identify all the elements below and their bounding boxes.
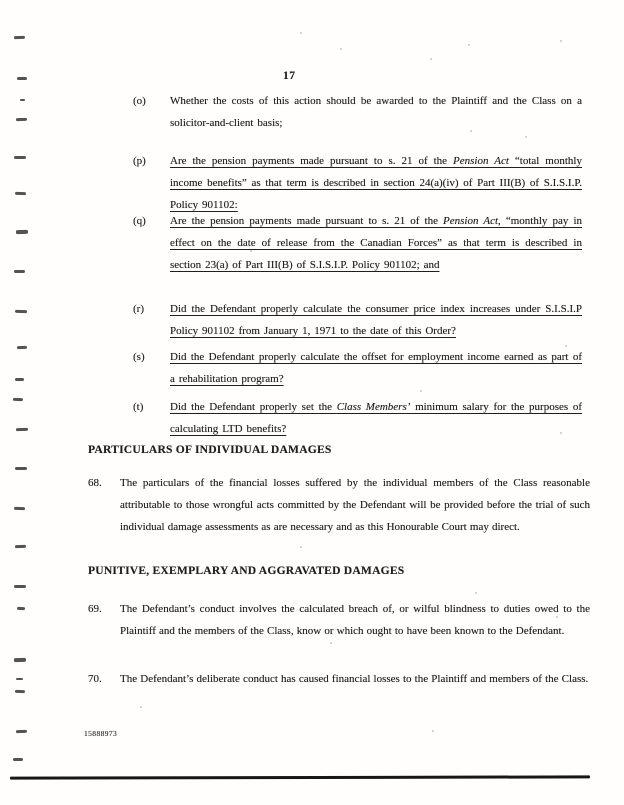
- scan-artifact-mark: [14, 270, 25, 273]
- scan-speckle: [330, 642, 332, 644]
- scan-speckle: [560, 40, 562, 42]
- section-heading-particulars-of-individual-damages: PARTICULARS OF INDIVIDUAL DAMAGES: [88, 443, 332, 456]
- paragraph-number: 68.: [88, 477, 102, 489]
- scan-artifact-mark: [15, 545, 26, 548]
- scan-artifact-mark: [15, 690, 25, 693]
- question-text: Did the Defendant properly calculate the offset for employment income earned as part of a rehabilitation program?: [170, 351, 582, 385]
- paragraph-number: 69.: [88, 603, 102, 615]
- docket-number-stamp: 15888973: [84, 729, 118, 738]
- question-text: Are the pension payments made pursuant to s. 21 of the Pension Act “total monthly income benefits” as that term is described in section 24(a)(iv) of Part III(B) of S.I.S.I.P. Policy 901102:: [170, 155, 582, 211]
- scan-artifact-mark: [14, 36, 25, 39]
- scan-speckle: [556, 616, 558, 618]
- question-label: (q): [133, 215, 146, 227]
- scan-artifact-mark: [16, 678, 23, 680]
- paragraph-text: The Defendant’s conduct involves the calculated breach of, or wilful blindness to duties owed to the Plaintiff and the members of the Class, know or which ought to have been known to the Defendant.: [120, 603, 590, 637]
- scan-artifact-mark: [16, 730, 27, 733]
- scan-artifact-mark: [17, 346, 27, 349]
- scan-speckle: [300, 546, 302, 548]
- paragraph-69: [88, 598, 590, 642]
- question-item-q: [133, 210, 582, 276]
- scan-speckle: [565, 345, 567, 347]
- scan-artifact-mark: [16, 230, 28, 234]
- question-item-s: [133, 346, 582, 390]
- scan-speckle: [430, 58, 432, 60]
- scan-artifact-mark: [13, 398, 23, 401]
- paragraph-number: 70.: [88, 673, 102, 685]
- paragraph-68: [88, 472, 590, 538]
- page-number: 17: [283, 70, 296, 82]
- paragraph-text: The Defendant’s deliberate conduct has caused financial losses to the Plaintiff and members of the Class.: [120, 673, 589, 685]
- paragraph-text: The particulars of the financial losses suffered by the individual members of the Class reasonable attributable to those wrongful acts committed by the Defendant will be provided before the trial of such individual damage assessments as are necessary and as this Honourable Court may direct.: [120, 477, 590, 533]
- scan-artifact-mark: [16, 428, 28, 431]
- scan-artifact-mark: [13, 758, 23, 761]
- question-text: Did the Defendant properly set the Class Members’ minimum salary for the purposes of calculating LTD benefits?: [170, 401, 582, 435]
- question-label: (t): [133, 401, 144, 413]
- scan-speckle: [420, 390, 422, 392]
- question-text: Whether the costs of this action should be awarded to the Plaintiff and the Class on a solicitor-and-client basis;: [170, 95, 582, 129]
- question-item-t: [133, 396, 582, 440]
- paragraph-70: [88, 668, 590, 690]
- scan-artifact-mark: [15, 378, 24, 381]
- question-item-o: [133, 90, 582, 134]
- question-label: (p): [133, 155, 146, 167]
- scan-artifact-mark: [17, 77, 27, 80]
- scan-artifact-mark: [17, 607, 25, 610]
- question-text: Did the Defendant properly calculate the consumer price index increases under S.I.S.I.P Policy 901102 from January 1, 1971 to the date of this Order?: [170, 303, 582, 337]
- question-label: (o): [133, 95, 146, 107]
- scan-speckle: [250, 250, 252, 252]
- scan-speckle: [300, 32, 302, 34]
- scan-artifact-mark: [20, 99, 25, 101]
- question-item-p: [133, 150, 582, 216]
- scan-speckle: [432, 730, 434, 732]
- scan-artifact-mark: [16, 118, 27, 121]
- section-heading-punitive-exemplary-aggravated-damages: PUNITIVE, EXEMPLARY AND AGGRAVATED DAMAGES: [88, 564, 405, 577]
- scan-edge-line: [10, 775, 590, 779]
- scan-speckle: [470, 130, 472, 132]
- scan-artifact-mark: [15, 467, 27, 470]
- question-text: Are the pension payments made pursuant to s. 21 of the Pension Act, “monthly pay in effect on the date of release from the Canadian Forces” as that term is described in section 23(a) of Part III(B) of S.I.S.I.P. Policy 901102; and: [170, 215, 582, 271]
- scan-artifact-mark: [15, 310, 27, 313]
- scan-speckle: [560, 432, 562, 434]
- scan-artifact-mark: [14, 156, 26, 159]
- scan-speckle: [468, 44, 470, 46]
- scan-artifact-mark: [14, 585, 26, 588]
- scan-speckle: [140, 706, 142, 708]
- question-label: (s): [133, 351, 145, 363]
- scan-speckle: [525, 136, 527, 138]
- scan-artifact-mark: [14, 658, 26, 662]
- scan-speckle: [475, 592, 477, 594]
- scan-speckle: [340, 48, 342, 50]
- scan-artifact-mark: [14, 507, 25, 510]
- question-label: (r): [133, 303, 144, 315]
- question-item-r: [133, 298, 582, 342]
- scan-artifact-mark: [15, 192, 26, 195]
